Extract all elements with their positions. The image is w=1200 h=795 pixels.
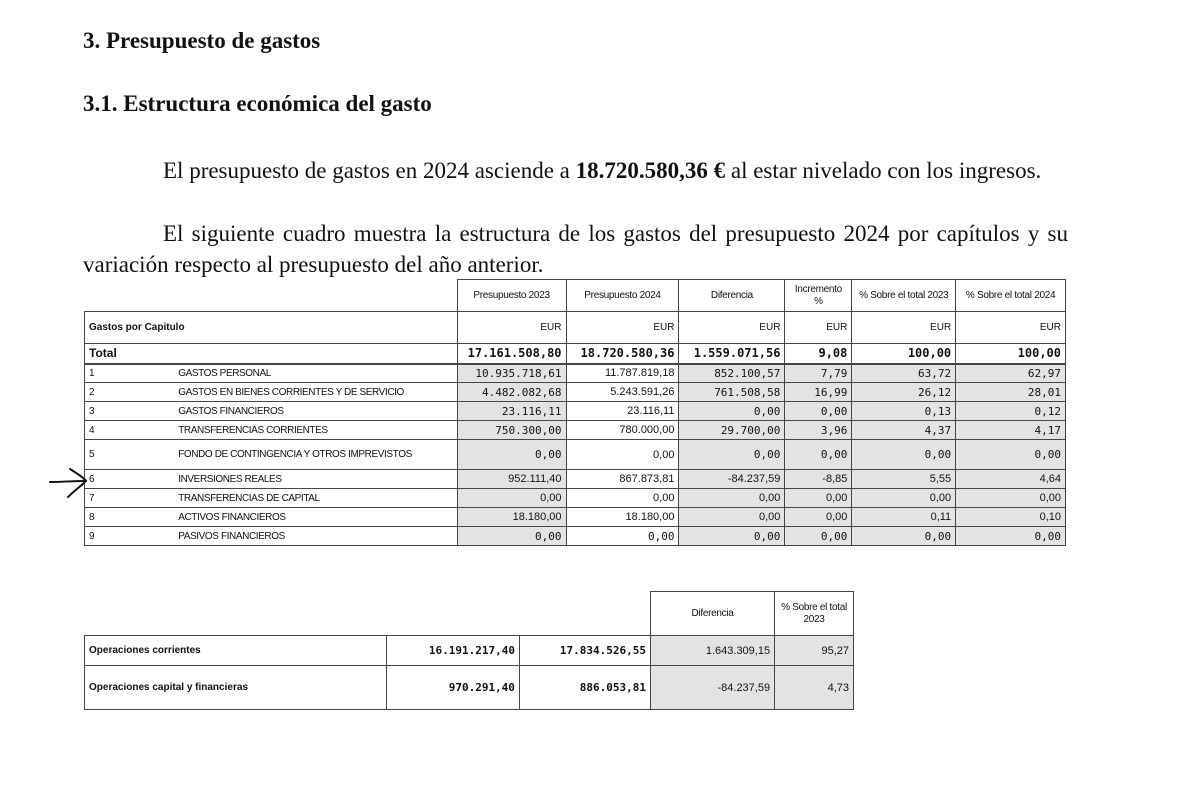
cell: 0,00: [679, 527, 785, 546]
cell: 0,00: [566, 440, 679, 470]
cell: 952.111,40: [457, 470, 566, 489]
cell: 18.180,00: [457, 508, 566, 527]
cell: 4,73: [775, 666, 854, 710]
cell: 0,00: [852, 527, 956, 546]
para2-text: El siguiente cuadro muestra la estructura de los gastos del presupuesto 2024 por capítulos y su variación respecto al presupuesto del año anterior.: [83, 221, 1068, 277]
cell: 5.243.591,26: [566, 383, 679, 402]
cell: 970.291,40: [386, 666, 519, 710]
cell: -8,85: [785, 470, 852, 489]
chapter-name: INVERSIONES REALES: [174, 470, 457, 489]
cell: 0,00: [785, 508, 852, 527]
chapter-name: PASIVOS FINANCIEROS: [174, 527, 457, 546]
chapter-name: GASTOS FINANCIEROS: [174, 402, 457, 421]
cell: 28,01: [956, 383, 1066, 402]
total-cell: 100,00: [852, 344, 956, 364]
chapter-code: 4: [85, 421, 175, 440]
total-cell: 18.720.580,36: [566, 344, 679, 364]
operation-label: Operaciones capital y financieras: [85, 666, 387, 710]
cell: 0,00: [785, 489, 852, 508]
cell: 0,00: [679, 402, 785, 421]
chapter-code: 5: [85, 440, 175, 470]
unit-label: EUR: [956, 312, 1066, 344]
para1-post: al estar nivelado con los ingresos.: [725, 158, 1042, 183]
col-header-pct-2023: % Sobre el total 2023: [775, 592, 854, 636]
table-row: [85, 470, 1066, 489]
chapter-code: 9: [85, 527, 175, 546]
cell: 0,00: [679, 489, 785, 508]
total-cell: 100,00: [956, 344, 1066, 364]
unit-label: EUR: [785, 312, 852, 344]
cell: 4,64: [956, 470, 1066, 489]
chapter-name: GASTOS PERSONAL: [174, 364, 457, 383]
cell: 0,00: [679, 440, 785, 470]
cell: 867.873,81: [566, 470, 679, 489]
para1-pre: El presupuesto de gastos en 2024 asciende a: [163, 158, 576, 183]
table-row: [85, 636, 854, 666]
cell: 0,00: [457, 527, 566, 546]
cell: 7,79: [785, 364, 852, 383]
cell: 750.300,00: [457, 421, 566, 440]
col-header-pct-2024: % Sobre el total 2024: [956, 280, 1066, 312]
cell: 0,00: [785, 402, 852, 421]
cell: 0,10: [956, 508, 1066, 527]
cell: 780.000,00: [566, 421, 679, 440]
cell: -84.237,59: [679, 470, 785, 489]
cell: 0,13: [852, 402, 956, 421]
table-row: [85, 421, 1066, 440]
cell: 852.100,57: [679, 364, 785, 383]
chapter-name: TRANSFERENCIAS DE CAPITAL: [174, 489, 457, 508]
cell: 23.116,11: [566, 402, 679, 421]
cell: 4,17: [956, 421, 1066, 440]
subsection-heading: 3.1. Estructura económica del gasto: [83, 91, 432, 116]
total-cell: 9,08: [785, 344, 852, 364]
handwritten-arrow-icon: [48, 465, 90, 501]
cell: 4,37: [852, 421, 956, 440]
unit-label: EUR: [566, 312, 679, 344]
col-header-diferencia: Diferencia: [651, 592, 775, 636]
operation-label: Operaciones corrientes: [85, 636, 387, 666]
chapter-code: 2: [85, 383, 175, 402]
cell: 1.643.309,15: [651, 636, 775, 666]
chapter-code: 1: [85, 364, 175, 383]
cell: 5,55: [852, 470, 956, 489]
unit-label: EUR: [457, 312, 566, 344]
table2-corner-blank: [85, 592, 651, 636]
cell: 17.834.526,55: [519, 636, 650, 666]
cell: 16,99: [785, 383, 852, 402]
total-cell: 17.161.508,80: [457, 344, 566, 364]
table-row: [85, 489, 1066, 508]
table-row: [85, 402, 1066, 421]
cell: 26,12: [852, 383, 956, 402]
cell: 62,97: [956, 364, 1066, 383]
col-header-diferencia: Diferencia: [679, 280, 785, 312]
cell: 0,11: [852, 508, 956, 527]
cell: 0,00: [566, 489, 679, 508]
cell: 0,00: [956, 527, 1066, 546]
row-header-gastos-capitulo: Gastos por Capitulo: [85, 312, 458, 344]
table-row: [85, 364, 1066, 383]
total-label: Total: [85, 344, 458, 364]
col-header-pct-2023: % Sobre el total 2023: [852, 280, 956, 312]
chapter-name: TRANSFERENCIAS CORRIENTES: [174, 421, 457, 440]
table-row: [85, 440, 1066, 470]
table-corner-blank: [85, 280, 458, 312]
cell: 3,96: [785, 421, 852, 440]
cell: 23.116,11: [457, 402, 566, 421]
col-header-2023: Presupuesto 2023: [457, 280, 566, 312]
operations-table: [84, 591, 854, 710]
paragraph-table-intro: [83, 218, 1068, 280]
cell: 18.180,00: [566, 508, 679, 527]
table-row: [85, 527, 1066, 546]
cell: 0,00: [679, 508, 785, 527]
table-row-total: [85, 344, 1066, 364]
cell: 0,00: [852, 440, 956, 470]
cell: 0,00: [566, 527, 679, 546]
col-header-2024: Presupuesto 2024: [566, 280, 679, 312]
unit-label: EUR: [852, 312, 956, 344]
cell: 4.482.082,68: [457, 383, 566, 402]
cell: 16.191.217,40: [386, 636, 519, 666]
table-row: [85, 383, 1066, 402]
total-cell: 1.559.071,56: [679, 344, 785, 364]
cell: 10.935.718,61: [457, 364, 566, 383]
cell: 761.508,58: [679, 383, 785, 402]
cell: 0,00: [785, 527, 852, 546]
cell: 0,00: [457, 440, 566, 470]
chapter-code: 8: [85, 508, 175, 527]
chapter-code: 3: [85, 402, 175, 421]
section-heading: 3. Presupuesto de gastos: [83, 28, 321, 53]
col-header-incremento: Incremento %: [785, 280, 852, 312]
table-row: [85, 666, 854, 710]
table-row: [85, 508, 1066, 527]
cell: 0,00: [852, 489, 956, 508]
chapter-code: 6: [85, 470, 175, 489]
cell: 29.700,00: [679, 421, 785, 440]
chapter-name: FONDO DE CONTINGENCIA Y OTROS IMPREVISTOS: [174, 440, 457, 470]
chapter-code: 7: [85, 489, 175, 508]
cell: 0,00: [785, 440, 852, 470]
chapter-name: ACTIVOS FINANCIEROS: [174, 508, 457, 527]
unit-label: EUR: [679, 312, 785, 344]
cell: -84.237,59: [651, 666, 775, 710]
cell: 63,72: [852, 364, 956, 383]
paragraph-budget-total: [83, 155, 1068, 186]
expense-chapter-table: [84, 279, 1066, 546]
cell: 95,27: [775, 636, 854, 666]
cell: 886.053,81: [519, 666, 650, 710]
cell: 11.787.819,18: [566, 364, 679, 383]
cell: 0,00: [956, 440, 1066, 470]
cell: 0,00: [457, 489, 566, 508]
para1-amount: 18.720.580,36 €: [575, 158, 726, 183]
chapter-name: GASTOS EN BIENES CORRIENTES Y DE SERVICIO: [174, 383, 457, 402]
cell: 0,00: [956, 489, 1066, 508]
cell: 0,12: [956, 402, 1066, 421]
